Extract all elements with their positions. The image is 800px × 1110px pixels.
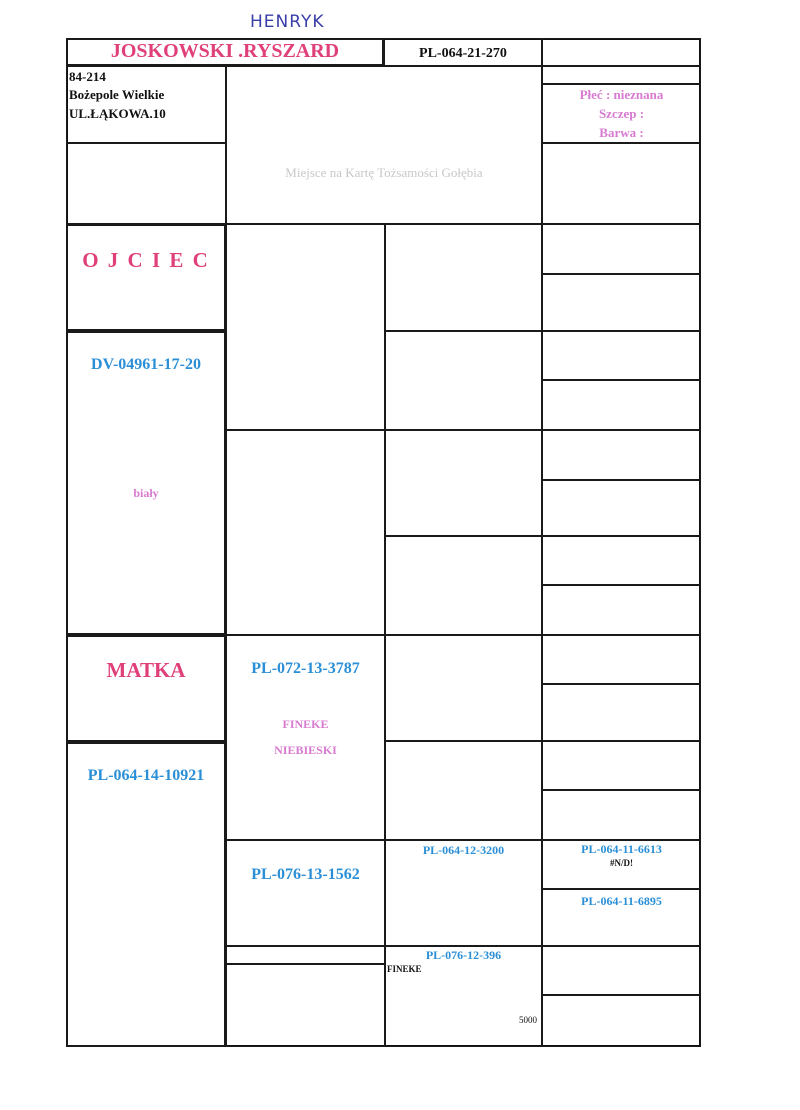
father-ggg-6: [542, 480, 701, 536]
info-lower-box: [542, 143, 701, 224]
father-ggg-2: [542, 274, 701, 331]
father-gg-2: [385, 331, 542, 430]
handwritten-note: HENRYK: [250, 12, 325, 32]
ring-number: PL-064-21-270: [419, 46, 507, 61]
mother-ggg-3: [542, 741, 701, 790]
mother-gg-4-number: 5000: [519, 1015, 537, 1025]
mother-dam-lower: [226, 964, 385, 1047]
mother-ggg-4: [542, 790, 701, 840]
mother-ggg-2: [542, 684, 701, 741]
pigeon-sex: Płeć : nieznana: [579, 87, 664, 102]
father-ggg-7: [542, 536, 701, 585]
mother-ring: PL-064-14-10921: [87, 767, 205, 784]
father-gg-3: [385, 430, 542, 536]
mother-dam-box: [226, 840, 385, 946]
father-ggg-3: [542, 331, 701, 380]
mother-gg-1: [385, 635, 542, 741]
father-sire-box: [226, 224, 385, 430]
father-heading: O J C I E C: [82, 248, 210, 272]
photo-placeholder-box: [226, 66, 542, 224]
photo-placeholder-text: Miejsce na Kartę Tożsamości Gołębia: [285, 165, 483, 180]
address-lower-box: [66, 143, 226, 224]
mother-sire-strain: FINEKE: [282, 717, 329, 731]
father-gg-4: [385, 536, 542, 635]
owner-city: Bożepole Wielkie: [69, 87, 165, 102]
owner-street: UL.ŁĄKOWA.10: [69, 106, 166, 121]
info-top-box: [542, 66, 701, 84]
pigeon-color: Barwa :: [599, 125, 644, 140]
header-right-box: [542, 38, 701, 66]
mother-ggg-6-ring: PL-064-11-6895: [581, 894, 662, 908]
father-ggg-4: [542, 380, 701, 430]
mother-heading-box: [66, 635, 226, 742]
mother-dam-ring: PL-076-13-1562: [251, 866, 360, 883]
mother-dam-strip: [226, 946, 385, 964]
father-ggg-1: [542, 224, 701, 274]
mother-heading: MATKA: [106, 658, 186, 682]
mother-gg-3-ring: PL-064-12-3200: [422, 843, 505, 857]
mother-ggg-5-ring: PL-064-11-6613: [581, 842, 662, 856]
father-heading-box: [66, 224, 226, 331]
father-gg-1: [385, 224, 542, 331]
mother-ggg-1: [542, 635, 701, 684]
mother-details-box: [66, 742, 226, 1047]
mother-sire-ring: PL-072-13-3787: [251, 660, 360, 677]
father-details-box: [66, 331, 226, 635]
mother-ggg-7: [542, 946, 701, 995]
mother-ggg-8: [542, 995, 701, 1047]
father-ring: DV-04961-17-20: [91, 356, 201, 373]
father-ggg-8: [542, 585, 701, 635]
father-ggg-5: [542, 430, 701, 480]
pigeon-strain: Szczep :: [598, 106, 645, 121]
mother-ggg-5-note: #N/D!: [610, 858, 633, 868]
mother-gg-2: [385, 741, 542, 840]
father-color: biały: [133, 486, 159, 500]
owner-postcode: 84-214: [69, 69, 106, 84]
owner-name: JOSKOWSKI .RYSZARD: [110, 40, 340, 62]
mother-gg-4-strain: FINEKE: [387, 964, 422, 974]
mother-sire-color: NIEBIESKI: [274, 743, 337, 757]
father-dam-box: [226, 430, 385, 635]
mother-gg-4-ring: PL-076-12-396: [425, 948, 502, 962]
